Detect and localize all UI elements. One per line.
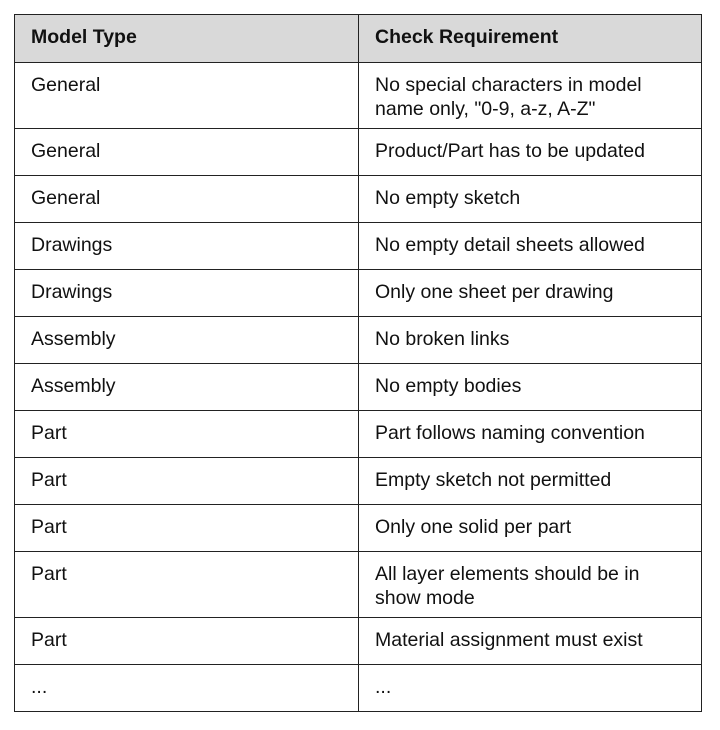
cell-model-type: Drawings <box>15 270 359 317</box>
cell-model-type: Part <box>15 552 359 618</box>
table-row <box>15 63 702 129</box>
table-row <box>15 411 702 458</box>
requirements-table-container <box>14 14 701 712</box>
table-row <box>15 129 702 176</box>
cell-requirement: Part follows naming convention <box>359 411 702 458</box>
table-row <box>15 223 702 270</box>
header-model-type: Model Type <box>15 15 359 63</box>
table-row <box>15 270 702 317</box>
cell-model-type: Drawings <box>15 223 359 270</box>
cell-requirement: No empty bodies <box>359 364 702 411</box>
header-check-requirement: Check Requirement <box>359 15 702 63</box>
table-row <box>15 176 702 223</box>
cell-model-type: Part <box>15 505 359 552</box>
table-row <box>15 317 702 364</box>
table-row <box>15 552 702 618</box>
table-row <box>15 505 702 552</box>
cell-requirement: Material assignment must exist <box>359 618 702 665</box>
cell-model-type: General <box>15 63 359 129</box>
cell-requirement: No empty sketch <box>359 176 702 223</box>
cell-requirement: All layer elements should be in show mode <box>359 552 702 618</box>
cell-model-type: ... <box>15 665 359 712</box>
cell-requirement: Empty sketch not permitted <box>359 458 702 505</box>
table-row <box>15 364 702 411</box>
cell-requirement: Only one solid per part <box>359 505 702 552</box>
cell-requirement: No empty detail sheets allowed <box>359 223 702 270</box>
cell-requirement: Only one sheet per drawing <box>359 270 702 317</box>
cell-requirement: No special characters in model name only, "0-9, a-z, A-Z" <box>359 63 702 129</box>
cell-requirement: ... <box>359 665 702 712</box>
cell-model-type: Part <box>15 411 359 458</box>
cell-model-type: General <box>15 129 359 176</box>
cell-requirement: No broken links <box>359 317 702 364</box>
table-header-row <box>15 15 702 63</box>
cell-requirement: Product/Part has to be updated <box>359 129 702 176</box>
table-row <box>15 458 702 505</box>
requirements-table <box>14 14 702 712</box>
cell-model-type: Part <box>15 618 359 665</box>
cell-model-type: Assembly <box>15 364 359 411</box>
cell-model-type: General <box>15 176 359 223</box>
cell-model-type: Assembly <box>15 317 359 364</box>
cell-model-type: Part <box>15 458 359 505</box>
table-row <box>15 618 702 665</box>
table-row <box>15 665 702 712</box>
